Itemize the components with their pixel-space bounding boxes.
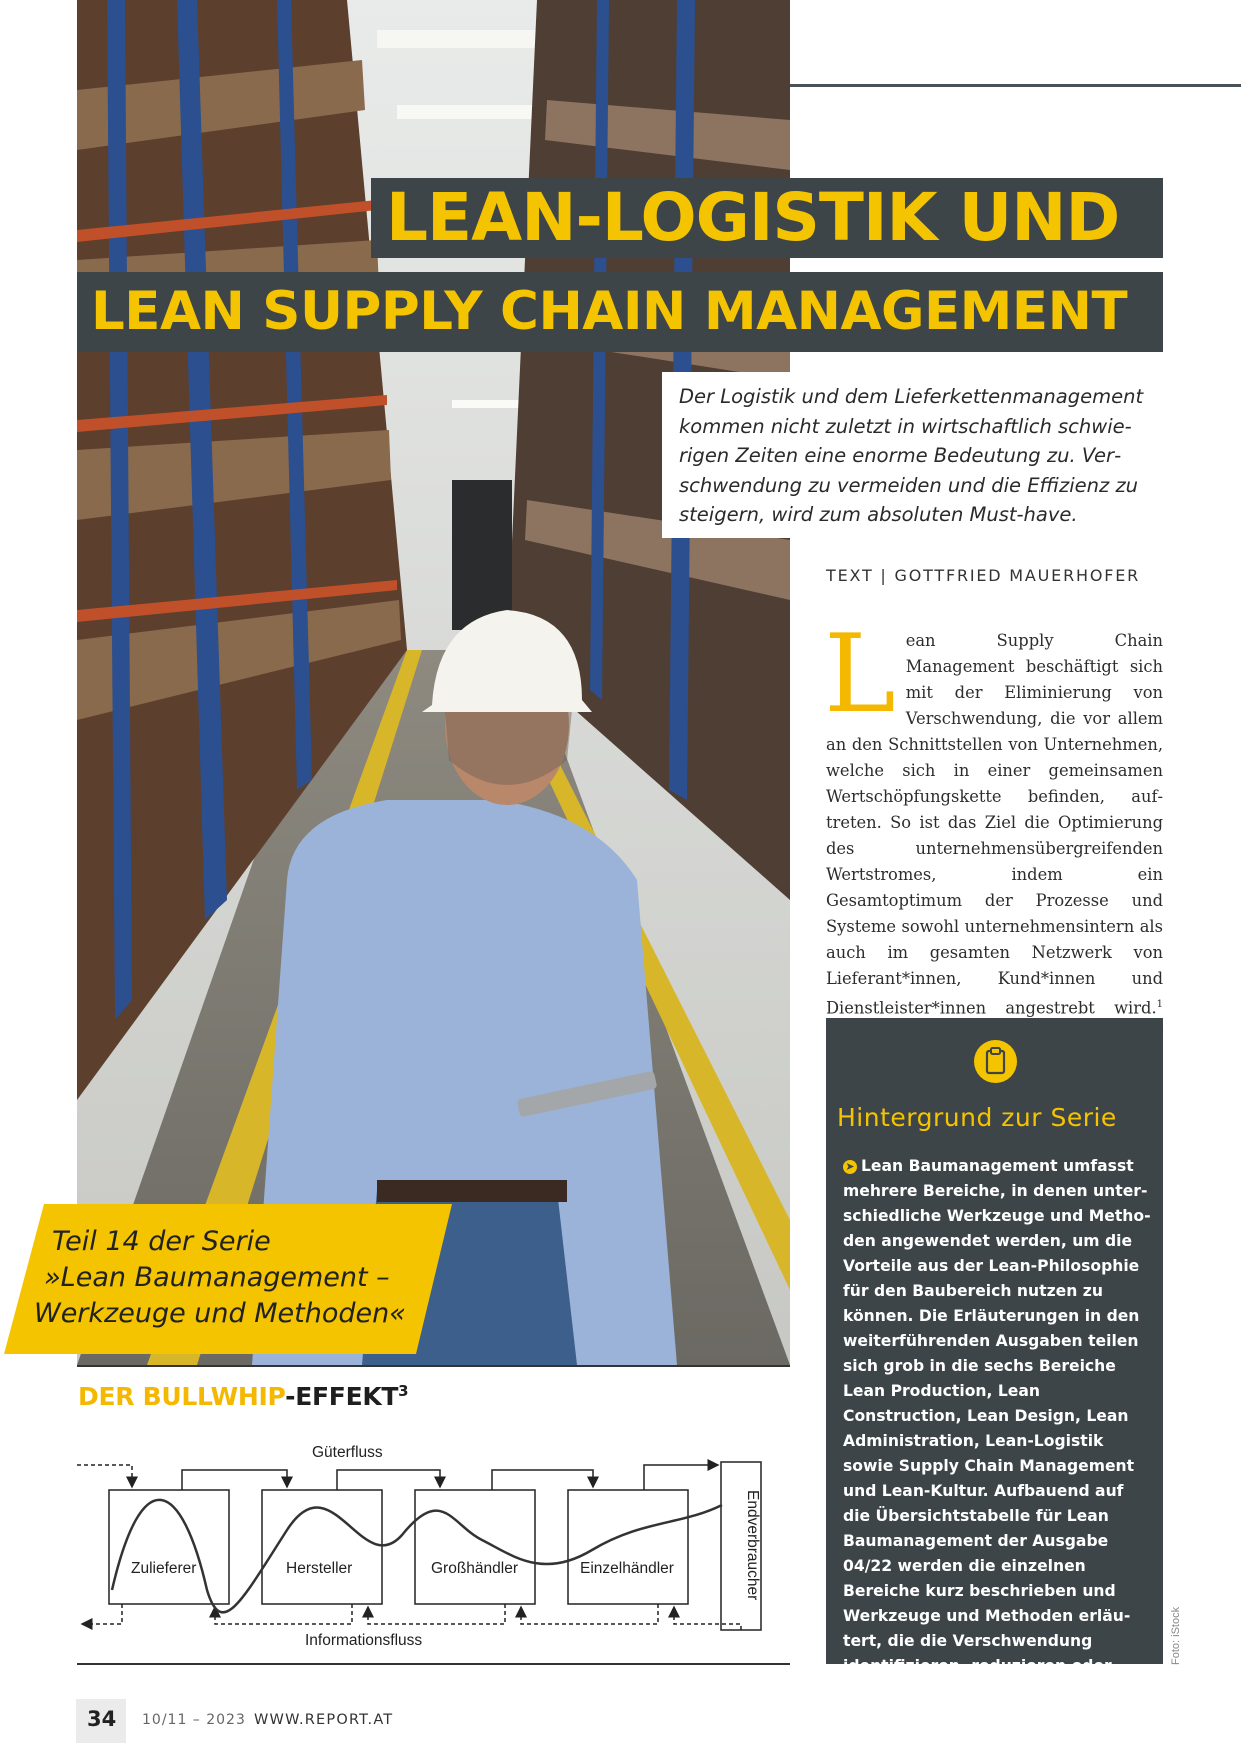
divider-bottom (77, 1663, 790, 1665)
bullwhip-diagram (72, 1440, 792, 1650)
stage-box-1 (109, 1490, 229, 1604)
divider-top (77, 1365, 790, 1367)
diagram-title (78, 1382, 408, 1411)
diagram-title-part-2: -EFFEKT (285, 1382, 399, 1411)
diagram-title-footnote: 3 (398, 1382, 409, 1400)
sidebar-title: Hintergrund zur Serie (837, 1103, 1117, 1132)
arrow-right-circle-icon: ➤ (843, 1160, 857, 1174)
footnote-marker[interactable]: 1 (1156, 999, 1163, 1010)
photo-credit: Foto: iStock (1170, 1606, 1182, 1665)
stage-box-3 (415, 1490, 535, 1604)
series-badge-text (34, 1224, 406, 1332)
issue-label: 10/11 – 2023 (142, 1712, 246, 1728)
label-informationsfluss: Informationsfluss (305, 1632, 423, 1649)
label-stage-1: Zulieferer (131, 1560, 197, 1577)
clipboard-icon (974, 1040, 1017, 1083)
top-rule (790, 84, 1241, 87)
label-stage-4: Einzelhändler (580, 1560, 674, 1577)
label-gueterfluss: Güterfluss (312, 1444, 383, 1461)
diagram-title-part-1: DER BULLWHIP (78, 1382, 286, 1411)
series-badge-line-1: Teil 14 der Serie (52, 1226, 271, 1257)
headline-line-1: LEAN-LOGISTIK UND (371, 178, 1163, 258)
page-number-box (76, 1699, 126, 1743)
headline-line-2: LEAN SUPPLY CHAIN MANAGEMENT (77, 272, 1163, 352)
label-stage-2: Hersteller (286, 1560, 353, 1577)
sidebar-text: Lean Baumanagement umfasst mehrere Bereiche, in denen unterschiedliche Werkzeuge und Methoden angewendet werden, um die Vorteile aus der Lean-Philosophie für den Baubereich nutzen zu können. Die Erläuterungen in den weiterführenden Ausgaben teilen sich grob in die sechs Bereiche Lean Production, Lean Construction, Lean Design, Lean Administration, Lean-Logistik sowie Supply Chain Management und Lean-Kultur. Aufbauend auf die Übersichtstabelle für Lean Baumanagement der Ausgabe 04/22 werden die einzelnen Bereiche kurz beschrieben und Werkzeuge und Methoden erläutert, die die Verschwendung identifizieren, reduzieren oder sogar eliminieren können. (843, 1157, 1151, 1700)
page-number: 34 (87, 1707, 117, 1731)
series-badge-line-2: »Lean Baumanagement – (44, 1262, 390, 1293)
article-body (824, 612, 1163, 1073)
sidebar-box (826, 1018, 1163, 1700)
lead-paragraph: Der Logistik und dem Lieferkettenmanagement kommen nicht zuletzt in wirtschaftlich schwierigen Zeiten eine enorme Bedeutung zu. Verschwendung zu vermeiden und die Effizienz zu steigern, wird zum absoluten Must-have. (662, 372, 1163, 538)
byline: TEXT | GOTTFRIED MAUERHOFER (826, 566, 1141, 585)
dropcap: L (824, 612, 896, 737)
website-link[interactable]: WWW.REPORT.AT (254, 1712, 394, 1728)
label-stage-3: Großhändler (431, 1560, 519, 1577)
bullwhip-wave (112, 1500, 722, 1612)
sidebar-text-block (843, 1154, 1153, 1704)
label-endverbraucher: Endverbraucher (744, 1490, 761, 1601)
stage-box-4 (568, 1490, 688, 1604)
series-badge-line-3: Werkzeuge und Methoden« (34, 1298, 406, 1329)
body-paragraph: ean Supply Chain Management beschäftigt sich mit der Eliminierung von Verschwendung, die vor allem an den Schnittstellen von Unternehmen, welche sich in einer gemeinsamen Wertschöpfungskette befinden, auftreten. So ist das Ziel die Optimierung des unternehmensübergreifenden Wertstromes, indem ein Gesamtoptimum der Prozesse und Systeme sowohl unternehmensintern als auch im gesamten Netzwerk von Lieferant*innen, Kund*innen und Dienstleister*innen angestrebt wird. (826, 631, 1163, 1018)
